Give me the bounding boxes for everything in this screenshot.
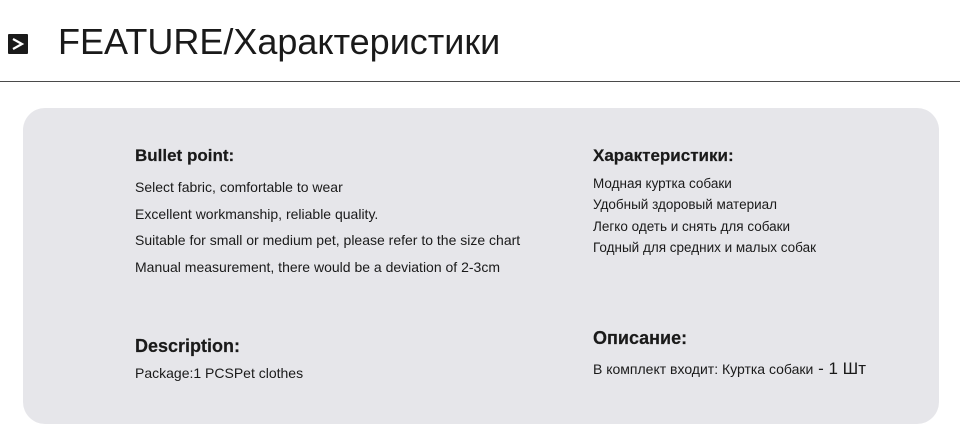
play-arrow-icon (8, 34, 28, 54)
page-title: FEATURE/Характеристики (58, 21, 501, 62)
characteristics-item: Годный для средних и малых собак (593, 239, 817, 255)
characteristics-item: Легко одеть и снять для собаки (593, 218, 791, 234)
bullet-point-item: Suitable for small or medium pet, please refer to the size chart (135, 232, 521, 248)
bullet-point-heading: Bullet point: (135, 146, 235, 165)
bullet-point-item: Manual measurement, there would be a deviation of 2-3cm (135, 258, 500, 275)
bullet-point-section (135, 146, 520, 280)
description-package: Package:1 PCSPet clothes (135, 365, 304, 381)
opisanie-section (593, 328, 866, 379)
characteristics-section (593, 146, 816, 258)
opisanie-package (593, 359, 866, 379)
bullet-point-item: Select fabric, comfortable to wear (135, 179, 343, 195)
opisanie-package-qty: - 1 Шт (813, 359, 867, 378)
description-section (135, 336, 303, 381)
opisanie-package-label: В комплект входит: Куртка собаки (593, 361, 814, 377)
characteristics-item: Модная куртка собаки (593, 176, 732, 191)
feature-panel (23, 108, 939, 424)
header-divider (0, 81, 960, 82)
bullet-point-list (135, 174, 520, 280)
bullet-point-item: Excellent workmanship, reliable quality. (135, 205, 379, 222)
opisanie-heading: Описание: (593, 328, 688, 348)
characteristics-heading: Характеристики: (593, 146, 734, 165)
description-heading: Description: (135, 336, 241, 356)
characteristics-item: Удобный здоровый материал (593, 197, 778, 213)
page-header (0, 0, 960, 82)
characteristics-list (593, 173, 816, 258)
